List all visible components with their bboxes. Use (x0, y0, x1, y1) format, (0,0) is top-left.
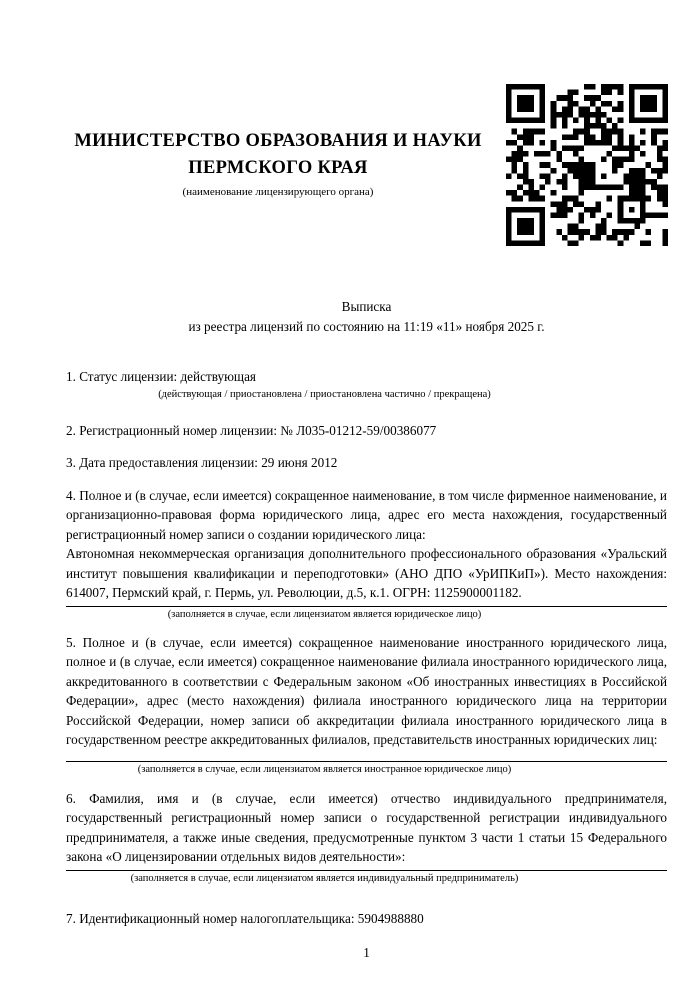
section-individual-entrepreneur (66, 789, 667, 885)
section-legal-entity (66, 486, 667, 621)
foreign-entity-label: 5. Полное и (в случае, если имеется) сокращенное наименование иностранного юридического лица, полное и (в случае, если имеется) сокращенное наименование филиала иностранного юридического лица, аккредитованного в соответствии с Федеральным законом «Об иностранных инвестициях в Российской Федерации», адрес (место нахождения) филиала иностранного юридического лица на территории Российской Федерации, номер записи об аккредитации филиала иностранного юридического лица в государственном реестре аккредитованных филиалов, представительств иностранных юридических лиц: (66, 634, 667, 747)
authority-name-line2: ПЕРМСКОГО КРАЯ (188, 158, 368, 178)
authority-name-line1: МИНИСТЕРСТВО ОБРАЗОВАНИЯ И НАУКИ (74, 131, 482, 151)
individual-entrepreneur-caption: (заполняется в случае, если лицензиатом является индивидуальный предприниматель) (130, 872, 519, 884)
divider-line (66, 870, 667, 871)
qr-code-image (506, 84, 668, 246)
authority-caption: (наименование лицензирующего органа) (182, 186, 374, 198)
legal-entity-label: 4. Полное и (в случае, если имеется) сокращенное наименование, в том числе фирменное наименование, и организационно-правовая форма юридического лица, адрес его места нахождения, государственный регистрационный номер записи о создании юридического лица: (66, 487, 667, 542)
authority-name (66, 128, 490, 182)
legal-entity-caption: (заполняется в случае, если лицензиатом является юридическое лицо) (167, 608, 482, 620)
qr-code (506, 84, 668, 246)
issue-date-text: 3. Дата предоставления лицензии: 29 июня 2012 (66, 455, 338, 470)
document-body (66, 297, 667, 963)
section-license-status (66, 367, 667, 401)
legal-entity-value: Автономная некоммерческая организация дополнительного профессионального образования «Уральский институт повышения квалификации и переподготовки» (АНО ДПО «УрИПКиП»). Место нахождения: 614007, Пермский край, г. Пермь, ул. Революции, д.5, к.1. ОГРН: 1125900001182. (66, 546, 667, 600)
divider-line (66, 606, 667, 607)
foreign-entity-empty-value (66, 750, 667, 758)
page-number: 1 (363, 945, 370, 960)
document-title: Выписка (341, 299, 392, 314)
registration-number-text: 2. Регистрационный номер лицензии: № Л035-01212-59/00386077 (66, 422, 437, 438)
licensing-authority-header (66, 128, 490, 199)
license-status-options-caption: (действующая / приостановлена / приостановлена частично / прекращена) (158, 388, 491, 400)
license-status-text: 1. Статус лицензии: действующая (66, 369, 257, 384)
section-foreign-entity (66, 633, 667, 776)
individual-entrepreneur-label: 6. Фамилия, имя и (в случае, если имеется) отчество индивидуального предпринимателя, государственный регистрационный номер записи о государственной регистрации индивидуального предпринимателя, а также иные сведения, предусмотренные пунктом 3 части 1 статьи 15 Федерального закона «О лицензировании отдельных видов деятельности»: (66, 790, 667, 864)
divider-line (66, 761, 667, 762)
foreign-entity-caption: (заполняется в случае, если лицензиатом является иностранное юридическое лицо) (137, 763, 512, 775)
document-subtitle: из реестра лицензий по состоянию на 11:19 «11» ноября 2025 г. (188, 318, 545, 334)
section-issue-date (66, 453, 667, 473)
taxpayer-number-text: 7. Идентификационный номер налогоплательщика: 5904988880 (66, 910, 424, 926)
section-registration-number (66, 421, 667, 441)
section-taxpayer-number (66, 909, 667, 929)
